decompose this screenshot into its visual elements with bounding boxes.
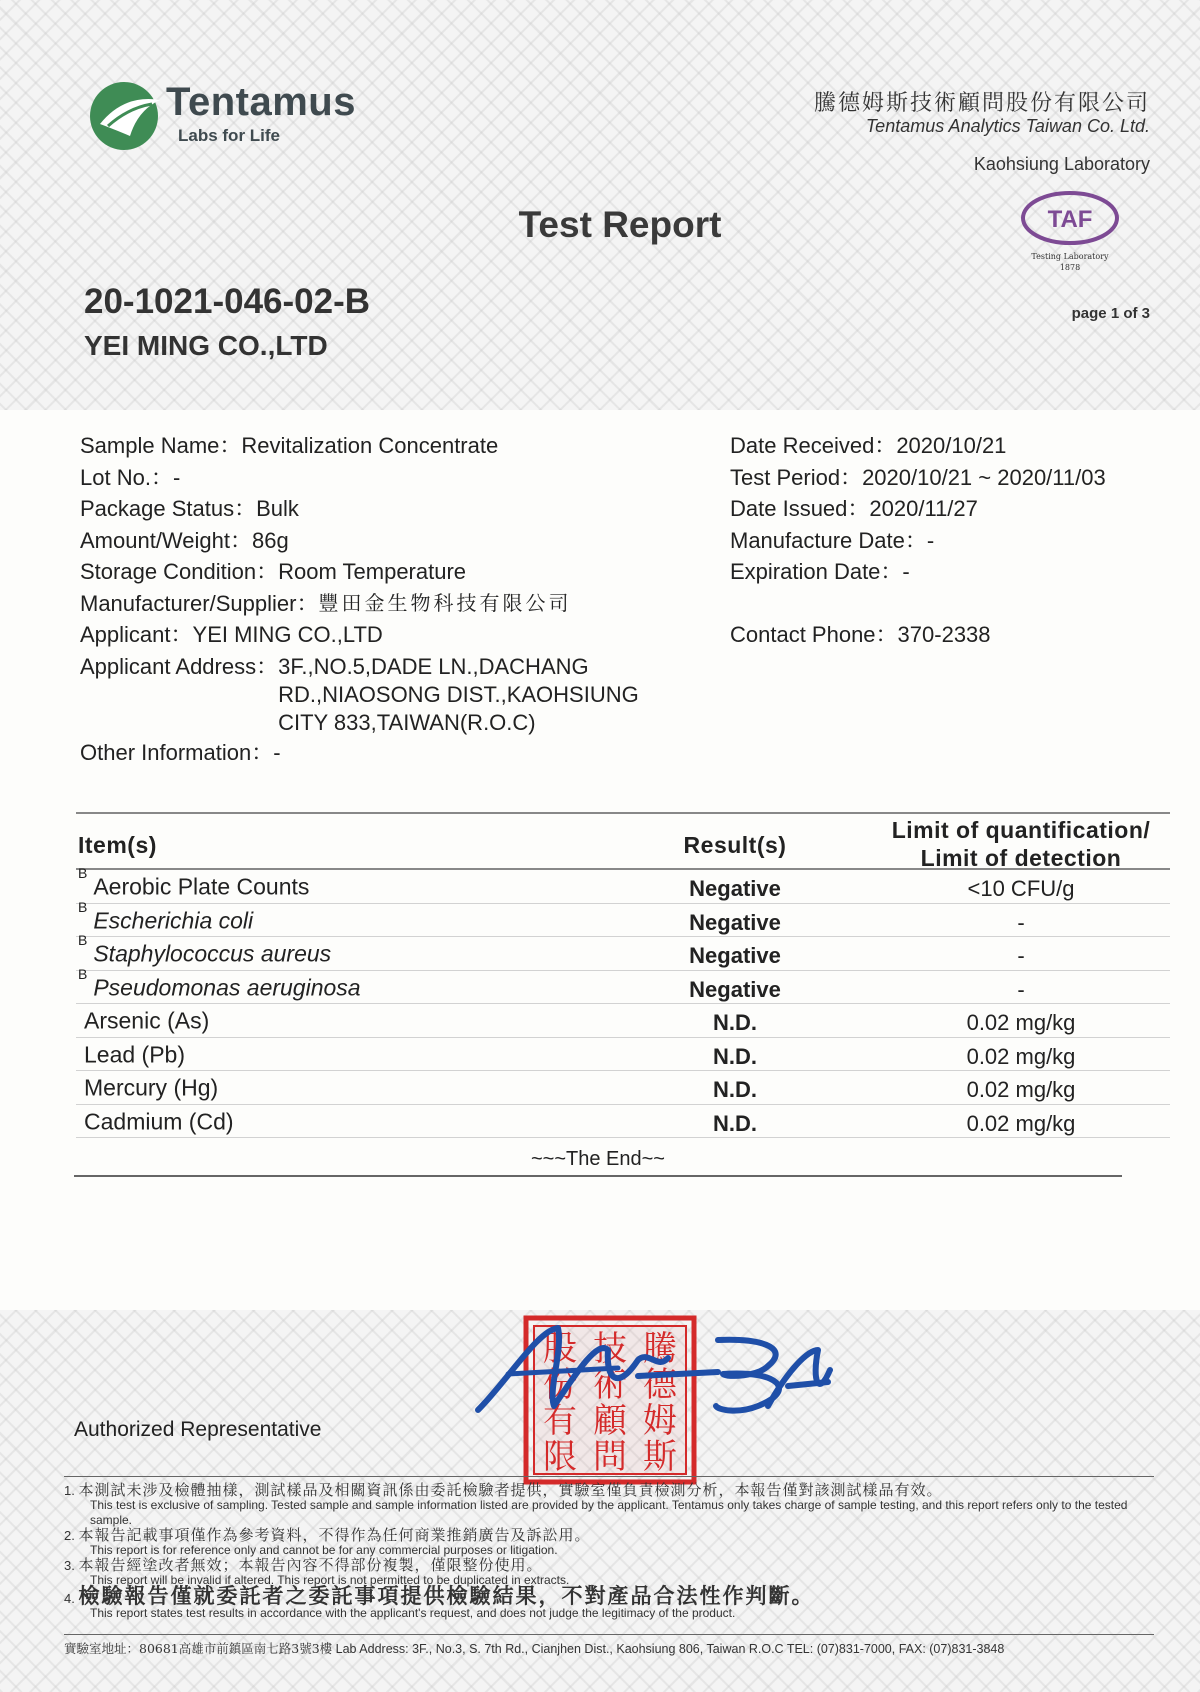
spacer bbox=[730, 588, 1170, 620]
seal-character: 斯 bbox=[643, 1437, 677, 1477]
seal-character: 技 bbox=[593, 1329, 627, 1369]
table-header bbox=[76, 812, 1170, 870]
company-name-cn: 騰德姆斯技術顧問股份有限公司 bbox=[813, 91, 1150, 116]
info-label: Package Status： bbox=[80, 496, 257, 521]
table-row bbox=[76, 1105, 1170, 1139]
item-name: Mercury (Hg) bbox=[84, 1074, 219, 1101]
report-title: Test Report bbox=[518, 204, 722, 245]
table-row bbox=[76, 1071, 1170, 1105]
sample-info-left bbox=[80, 430, 720, 768]
tentamus-logo bbox=[86, 70, 386, 160]
info-label: Storage Condition： bbox=[80, 559, 279, 584]
cell-item bbox=[78, 1108, 234, 1136]
info-value: 豐田金生物科技有限公司 bbox=[318, 590, 572, 615]
info-value: 370-2338 bbox=[897, 622, 991, 647]
cell-limit: <10 CFU/g bbox=[967, 876, 1075, 901]
info-value: 3F.,NO.5,DADE LN.,DACHANG RD.,NIAOSONG DIST.,KAOHSIUNG CITY 833,TAIWAN(R.O.C) bbox=[278, 653, 639, 735]
company-name-en: Tentamus Analytics Taiwan Co. Ltd. bbox=[865, 116, 1150, 136]
cell-limit: 0.02 mg/kg bbox=[966, 1010, 1076, 1035]
note-text-en: This test is exclusive of sampling. Tested sample and sample information listed are provided by the applicant. Tentamus only takes charge of sample testing, and this report refers only to the tested sample. bbox=[90, 1498, 1128, 1527]
info-row-date-issued bbox=[730, 493, 1170, 525]
cell-item bbox=[78, 965, 361, 1002]
sample-info-right bbox=[730, 430, 1170, 651]
info-value: Room Temperature bbox=[278, 559, 467, 584]
note-text-cn: 本報告記載事項僅作為參考資料，不得作為任何商業推銷廣告及訴訟用。 bbox=[78, 1526, 591, 1544]
info-row-applicant-address bbox=[80, 651, 720, 737]
header-item: Item(s) bbox=[78, 832, 157, 858]
header-limit-line2: Limit of detection bbox=[920, 845, 1122, 871]
info-row-contact-phone bbox=[730, 619, 1170, 651]
info-label: Lot No.： bbox=[80, 464, 173, 490]
seal-character: 股 bbox=[543, 1329, 577, 1369]
info-value: Bulk bbox=[256, 496, 299, 521]
cell-result: Negative bbox=[689, 909, 781, 935]
info-label: Applicant Address： bbox=[80, 653, 279, 679]
note-item bbox=[64, 1528, 1154, 1558]
seal-character: 問 bbox=[593, 1437, 627, 1477]
cell-limit: - bbox=[1017, 943, 1025, 968]
info-value: 2020/10/21 bbox=[896, 433, 1007, 458]
note-text-en: This report states test results in accordance with the applicant's request, and does not judge the legitimacy of the product. bbox=[90, 1606, 736, 1620]
cell-limit: 0.02 mg/kg bbox=[966, 1077, 1076, 1102]
authorized-representative-label: Authorized Representative bbox=[74, 1418, 322, 1441]
seal-character: 術 bbox=[593, 1365, 627, 1405]
table-body bbox=[76, 865, 1170, 1138]
info-row-expiration-date bbox=[730, 556, 1170, 588]
table-row bbox=[76, 898, 1170, 938]
seal-character: 顧 bbox=[593, 1401, 627, 1441]
taf-line1: Testing Laboratory bbox=[1031, 252, 1109, 261]
info-row-manufacture-date bbox=[730, 525, 1170, 557]
cell-result: N.D. bbox=[713, 1110, 757, 1136]
item-name: Cadmium (Cd) bbox=[84, 1108, 234, 1135]
info-label: Amount/Weight： bbox=[80, 527, 253, 553]
info-label: Other Information： bbox=[80, 739, 274, 765]
cell-item bbox=[78, 898, 254, 935]
item-name: Escherichia coli bbox=[93, 907, 254, 934]
info-value: - bbox=[926, 527, 935, 553]
brand-tagline: Labs for Life bbox=[178, 126, 281, 145]
item-name: Arsenic (As) bbox=[84, 1007, 210, 1034]
cell-item bbox=[78, 1074, 218, 1102]
seal-character: 有 bbox=[543, 1401, 577, 1441]
client-name: YEI MING CO.,LTD bbox=[84, 330, 328, 361]
info-label: Manufacture Date： bbox=[730, 527, 927, 553]
report-number: 20-1021-046-02-B bbox=[84, 282, 371, 321]
info-row-date-received bbox=[730, 430, 1170, 462]
item-name: Pseudomonas aeruginosa bbox=[93, 974, 361, 1001]
method-mark: B bbox=[78, 898, 88, 915]
cell-result: N.D. bbox=[713, 1077, 757, 1102]
info-label: Sample Name： bbox=[80, 433, 242, 458]
info-value: YEI MING CO.,LTD bbox=[192, 622, 383, 647]
table-row bbox=[76, 965, 1170, 1005]
note-number: 1. bbox=[64, 1483, 75, 1498]
handwritten-signature bbox=[468, 1310, 848, 1440]
item-name: Lead (Pb) bbox=[84, 1041, 186, 1068]
info-label: Expiration Date： bbox=[730, 559, 903, 584]
note-text-en: This report is for reference only and cannot be for any commercial purposes or litigation. bbox=[90, 1543, 558, 1557]
leaf-logo-icon bbox=[86, 74, 166, 154]
info-row-applicant bbox=[80, 619, 720, 651]
laboratory-name: Kaohsiung Laboratory bbox=[973, 154, 1150, 174]
cell-limit: - bbox=[1017, 909, 1025, 935]
info-label: Manufacturer/Supplier： bbox=[80, 590, 319, 616]
cell-result: Negative bbox=[689, 943, 781, 968]
cell-limit: 0.02 mg/kg bbox=[966, 1043, 1076, 1069]
cell-result: N.D. bbox=[713, 1010, 757, 1035]
method-mark: B bbox=[78, 932, 88, 948]
cell-item bbox=[78, 932, 332, 968]
info-value: 2020/10/21 ~ 2020/11/03 bbox=[862, 464, 1106, 490]
info-row-package-status bbox=[80, 493, 720, 525]
cell-result: N.D. bbox=[713, 1043, 757, 1069]
info-row-lot-no bbox=[80, 462, 720, 494]
info-value: - bbox=[902, 559, 910, 584]
end-marker: ~~~The End~~ bbox=[74, 1148, 1122, 1177]
lab-address-cn: 實驗室地址：80681高雄市前鎮區南七路3號3樓 bbox=[64, 1641, 333, 1656]
table-row bbox=[76, 1038, 1170, 1072]
info-row-test-period bbox=[730, 462, 1170, 494]
info-row-amount-weight bbox=[80, 525, 720, 557]
note-text-cn: 檢驗報告僅就委託者之委託事項提供檢驗結果，不對產品合法性作判斷。 bbox=[78, 1583, 815, 1608]
note-text-cn: 本測試未涉及檢體抽樣，測試樣品及相關資訊係由委託檢驗者提供，實驗室僅負責檢測分析，本報告僅對該測試樣品有效。 bbox=[78, 1481, 943, 1499]
note-number: 2. bbox=[64, 1528, 75, 1543]
cell-result: Negative bbox=[689, 876, 781, 901]
table-row bbox=[76, 1004, 1170, 1038]
results-table bbox=[76, 812, 1170, 1138]
page-indicator: page 1 of 3 bbox=[1071, 305, 1150, 322]
cell-limit: - bbox=[1017, 976, 1025, 1002]
note-number: 3. bbox=[64, 1558, 75, 1573]
info-row-manufacturer bbox=[80, 588, 720, 620]
info-value: - bbox=[172, 464, 181, 490]
note-item bbox=[64, 1583, 1154, 1621]
cell-limit: 0.02 mg/kg bbox=[966, 1110, 1076, 1136]
info-row-other-information bbox=[80, 737, 720, 769]
seal-character: 限 bbox=[543, 1437, 577, 1477]
info-label: Applicant： bbox=[80, 622, 193, 647]
info-label: Date Issued： bbox=[730, 496, 870, 521]
cell-item bbox=[78, 1007, 209, 1035]
item-name: Aerobic Plate Counts bbox=[93, 873, 310, 900]
lab-address-footer bbox=[64, 1634, 1154, 1657]
disclaimer-notes bbox=[64, 1476, 1154, 1621]
method-mark: B bbox=[78, 965, 88, 982]
info-label: Contact Phone： bbox=[730, 622, 898, 647]
info-label: Test Period： bbox=[730, 464, 863, 490]
note-number: 4. bbox=[64, 1591, 75, 1606]
info-value: 2020/11/27 bbox=[869, 496, 978, 521]
info-value: 86g bbox=[252, 527, 289, 553]
info-label: Date Received： bbox=[730, 433, 897, 458]
taf-mark: TAF bbox=[1047, 206, 1093, 233]
seal-character: 騰 bbox=[643, 1329, 677, 1369]
header-limit bbox=[866, 816, 1176, 872]
cell-item bbox=[78, 1041, 185, 1069]
info-row-sample-name bbox=[80, 430, 720, 462]
seal-character: 份 bbox=[543, 1365, 577, 1405]
item-name: Staphylococcus aureus bbox=[93, 940, 332, 967]
note-item bbox=[64, 1483, 1154, 1528]
note-text-cn: 本報告經塗改者無效；本報告內容不得部份複製，僅限整份使用。 bbox=[78, 1556, 543, 1574]
seal-character: 姆 bbox=[643, 1401, 677, 1441]
lab-address-en: Lab Address: 3F., No.3, S. 7th Rd., Cianjhen Dist., Kaohsiung 806, Taiwan R.O.C TEL: (07)831-7000, FAX: (07)831-3848 bbox=[335, 1642, 1005, 1656]
taf-line2: 1878 bbox=[1059, 263, 1081, 272]
table-row bbox=[76, 865, 1170, 904]
header-result: Result(s) bbox=[683, 832, 787, 858]
info-row-storage-condition bbox=[80, 556, 720, 588]
info-value: - bbox=[273, 739, 281, 765]
brand-name: Tentamus bbox=[166, 80, 356, 124]
cell-result: Negative bbox=[689, 976, 781, 1002]
info-value: Revitalization Concentrate bbox=[241, 433, 499, 458]
seal-character: 德 bbox=[643, 1365, 677, 1405]
table-row bbox=[76, 932, 1170, 971]
note-text-en: This report will be invalid if altered. This report is not permitted to be duplicated in extracts. bbox=[90, 1573, 570, 1587]
header-limit-line1: Limit of quantification/ bbox=[891, 817, 1151, 843]
method-mark: B bbox=[78, 865, 88, 881]
cell-item bbox=[78, 865, 310, 901]
